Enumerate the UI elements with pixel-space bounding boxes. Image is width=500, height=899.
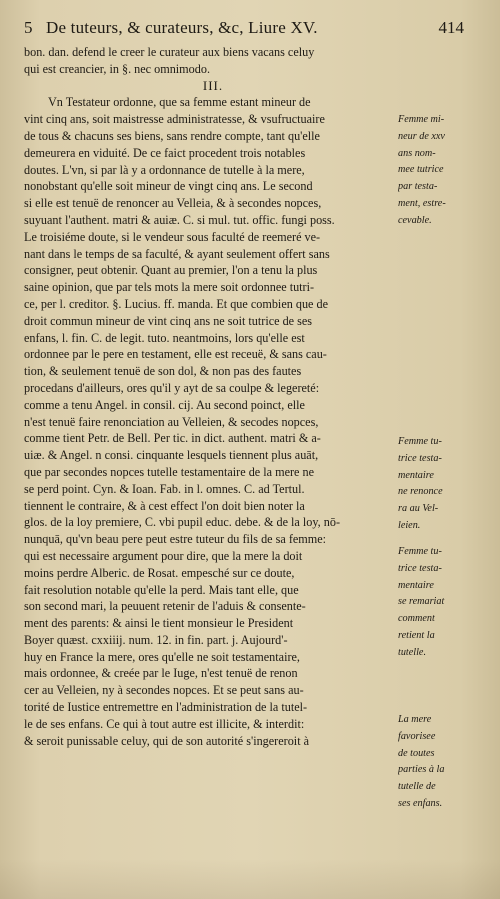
margin-note [398, 544, 498, 662]
margin-note-line: trice testa- [398, 562, 442, 574]
text-line: nonobstant qu'elle soit mineur de vingt cinq ans. Le second [24, 179, 313, 194]
margin-note [398, 112, 498, 230]
text-line: que par secondes nopces tutelle testamentaire de la mere ne [24, 464, 315, 479]
margin-note-line: tutelle. [398, 646, 427, 658]
text-line: ordonnee par le pere en testament, elle est receuë, & sans cau- [24, 347, 327, 362]
text-line: si elle est tenuë de renoncer au Velleia, & à secondes nopces, [24, 196, 322, 211]
text-line: doutes. L'vn, si par là y a ordonnance de tutelle à la mere, [24, 162, 305, 177]
margin-note-line: Femme tu- [398, 546, 442, 557]
text-line: demeurera en viduité. De ce faict procedent trois notables [24, 145, 306, 160]
margin-note-line: neur de xxv [398, 130, 445, 142]
text-line: de tous & chacuns ses biens, sans rendre compte, tant qu'elle [24, 128, 320, 143]
text-line: nant dans le temps de sa faculté, & ayant seulement offert sans [24, 246, 330, 261]
text-line: cer au Velleien, ny à secondes nopces. Et se peut sans au- [24, 683, 304, 698]
text-line: tion, & seulement tenuë de son dol, & non pas des fautes [24, 364, 302, 379]
main-text [24, 44, 402, 749]
text-line: Vn Testateur ordonne, que sa femme estant mineur de [48, 95, 311, 110]
margin-note-line: se remariat [398, 596, 445, 608]
text-line: mais ordonnee, & creée par le Iuge, n'est tenuë de renon [24, 666, 298, 681]
text-line: qui est creancier, in §. nec omnimodo. [24, 61, 210, 76]
text-line: uiæ. & Angel. n consi. cinquante lesquels tiennent plus auāt, [24, 448, 319, 463]
text-line: qui est necessaire argument pour dire, que la mere la doit [24, 548, 303, 563]
text-line: ment des parents: & ainsi le tient monsieur le President [24, 616, 294, 631]
margin-note-line: comment [398, 613, 435, 625]
margin-note-line: mentaire [398, 469, 434, 481]
text-line: suyuant l'authent. matri & auiæ. C. si mul. tut. offic. fungi poss. [24, 212, 335, 227]
margin-note-line: ses enfans. [398, 797, 443, 809]
margin-note-line: Femme mi- [398, 114, 445, 125]
text-line: torité de Iustice entremettre en l'administration de la tutel- [24, 700, 308, 715]
text-line: Le troisiéme doute, si le vendeur sous faculté de reemeré ve- [24, 229, 321, 244]
margin-note-line: mee tutrice [398, 164, 444, 176]
page-number-right: 414 [438, 18, 464, 37]
margin-note-line: Femme tu- [398, 436, 442, 447]
margin-note-line: ra au Vel- [398, 503, 439, 515]
text-line: enfans, l. fin. C. de legit. tuto. neantmoins, lors qu'elle est [24, 330, 305, 345]
text-line: tiennent le contraire, & à cest effect l'on doit bien noter la [24, 498, 305, 513]
text-line: se perd point. Cyn. & Ioan. Fab. in l. omnes. C. ad Tertul. [24, 481, 305, 496]
text-line: consigner, peut obtenir. Quant au premier, l'on a tenu la plus [24, 263, 318, 278]
margin-note-line: parties à la [398, 764, 445, 776]
text-line: procedans d'ailleurs, ores qu'il y ayt de sa coulpe & legereté: [24, 380, 320, 395]
text-line: droit commun mineur de vint cinq ans ne soit tutrice de ses [24, 313, 313, 328]
text-line: glos. de la loy premiere, C. vbi pupil educ. debe. & de la loy, nō- [24, 515, 341, 530]
page-edge-shadow [0, 859, 500, 899]
page-header [24, 18, 464, 42]
margin-note-line: ans nom- [398, 147, 436, 159]
margin-note-line: par testa- [398, 181, 438, 193]
margin-note-line: cevable. [398, 214, 432, 226]
text-line: ce, per l. creditor. §. Lucius. ff. manda. Et que combien que de [24, 296, 329, 311]
margin-note-line: trice testa- [398, 452, 442, 464]
section-number: III. [202, 77, 224, 93]
margin-note [398, 434, 498, 535]
running-title: De tuteurs, & curateurs, &c, Liure XV. [46, 18, 318, 37]
text-line: nunquā, qu'vn beau pere peut estre tuteur du fils de sa femme: [24, 532, 327, 547]
text-line: Boyer quæst. cxxiiij. num. 12. in fin. part. j. Aujourd'- [24, 632, 288, 647]
text-line: comme a tenu Angel. in consil. cij. Au second poinct, elle [24, 397, 305, 412]
margin-note-line: retient la [398, 629, 435, 641]
page-number-left: 5 [24, 18, 33, 37]
margin-note [398, 712, 498, 813]
margin-note-line: ne renonce [398, 486, 443, 498]
margin-note-line: tutelle de [398, 781, 436, 793]
text-line: vint cinq ans, soit maistresse administratesse, & vsufructuaire [24, 112, 325, 127]
margin-note-line: de toutes [398, 747, 435, 759]
text-line: & seroit punissable celuy, qui de son autorité s'ingereroit à [24, 733, 310, 748]
text-line: n'est tenuë faire renonciation au Velleien, & secodes nopces, [24, 414, 319, 429]
text-line: huy en France la mere, ores qu'elle ne soit testamentaire, [24, 649, 300, 664]
margin-note-line: favorisee [398, 730, 436, 742]
text-line: saine opinion, que par tels mots la mere soit ordonnee tutri- [24, 280, 315, 295]
text-line: son second mari, la peuuent retenir de l'aduis & consente- [24, 599, 306, 614]
margin-note-line: La mere [398, 714, 432, 725]
text-line: le de ses enfans. Ce qui à tout autre est illicite, & interdit: [24, 716, 305, 731]
text-line: moins perdre Alberic. de Rosat. empesché sur ce doute, [24, 565, 295, 580]
margin-note-line: ment, estre- [398, 197, 446, 209]
text-line: bon. dan. defend le creer le curateur aux biens vacans celuy [24, 45, 315, 59]
margin-note-line: leien. [398, 519, 421, 531]
margin-note-line: mentaire [398, 579, 434, 591]
text-line: fait resolution notable qu'elle la perd. Mais tant elle, que [24, 582, 299, 597]
text-line: comme tient Petr. de Bell. Per tic. in dict. authent. matri & a- [24, 431, 321, 446]
